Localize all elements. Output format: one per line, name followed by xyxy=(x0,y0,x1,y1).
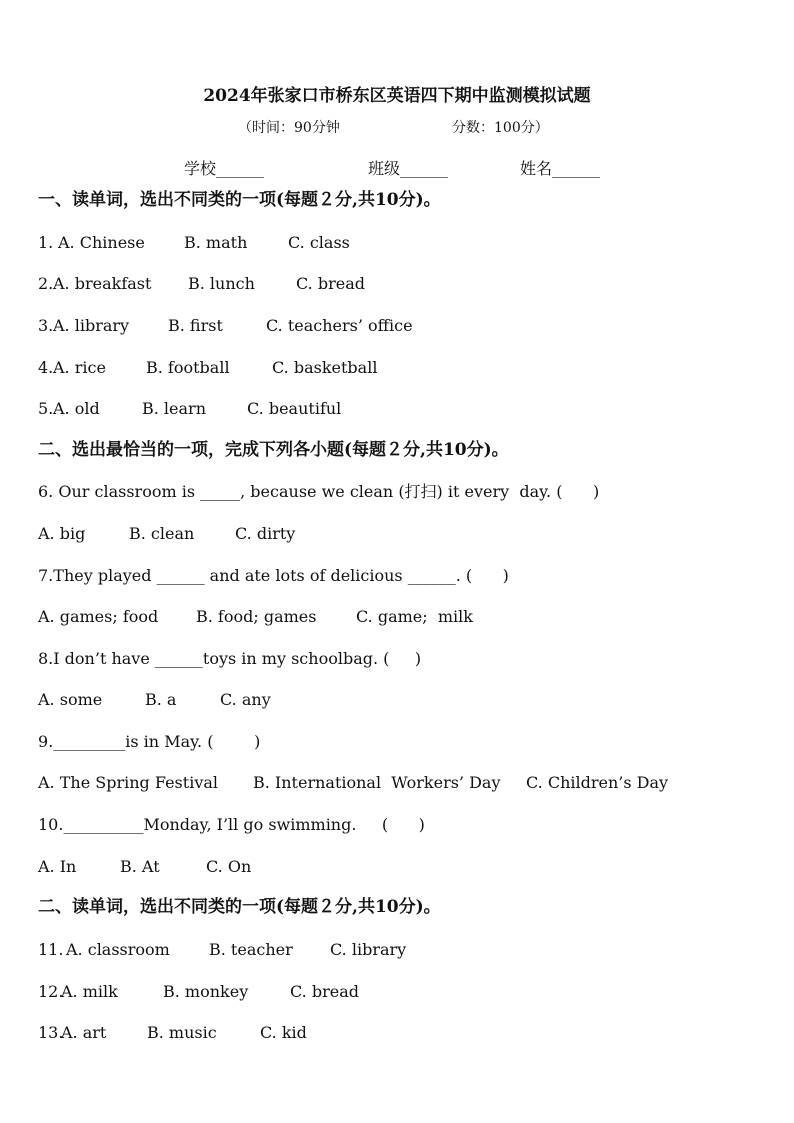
exam-time: （时间：90分钟 xyxy=(238,120,340,136)
option-c: C. class xyxy=(288,233,350,252)
option-b: B. lunch xyxy=(188,274,255,293)
option-a: A. The Spring Festival xyxy=(38,773,219,792)
option-a: A. old xyxy=(53,399,100,418)
option-c: C. On xyxy=(206,857,252,876)
option-c: C. library xyxy=(330,940,407,959)
option-c: C. teachers’ office xyxy=(266,316,413,335)
option-b: B. math xyxy=(184,233,248,252)
question-stem: 10.__________Monday, I’ll go swimming. ( ) xyxy=(38,815,425,834)
question-stem: 7.They played ______ and ate lots of delicious ______. ( ) xyxy=(38,566,509,585)
question-number: 2. xyxy=(38,274,54,293)
class-field: 班级______ xyxy=(368,159,449,178)
question-number: 11. xyxy=(38,940,69,959)
option-a: A. some xyxy=(38,690,103,709)
exam-score: 分数：100分） xyxy=(452,120,549,136)
option-c: C. kid xyxy=(260,1023,307,1042)
question-number: 3. xyxy=(38,316,54,335)
option-c: C. bread xyxy=(296,274,365,293)
option-c: C. dirty xyxy=(235,524,296,543)
option-a: A. rice xyxy=(53,358,106,377)
option-a: A. classroom xyxy=(66,940,170,959)
question-number: 1. xyxy=(38,233,59,252)
question-stem: 6. Our classroom is _____, because we clean (打扫) it every day. ( ) xyxy=(38,482,600,501)
question-stem: 9._________is in May. ( ) xyxy=(38,732,261,751)
page-title: 2024年张家口市桥东区英语四下期中监测模拟试题 xyxy=(203,86,591,106)
option-c: C. any xyxy=(220,690,271,709)
option-a: A. games; food xyxy=(38,607,159,626)
option-b: B. food; games xyxy=(196,607,317,626)
option-a: A. breakfast xyxy=(53,274,152,293)
name-field: 姓名______ xyxy=(520,159,601,178)
section-heading: 二、选出最恰当的一项，完成下列各小题(每题２分,共10分)。 xyxy=(38,440,509,460)
option-a: A. library xyxy=(53,316,130,335)
option-a: A. art xyxy=(61,1023,107,1042)
section-heading: 二、读单词，选出不同类的一项(每题２分,共10分)。 xyxy=(38,897,441,917)
option-b: B. music xyxy=(147,1023,217,1042)
option-b: B. International Workers’ Day xyxy=(253,773,501,792)
question-number: 5. xyxy=(38,399,54,418)
option-c: C. game; milk xyxy=(356,607,473,626)
option-b: B. first xyxy=(168,316,223,335)
option-a: A. Chinese xyxy=(58,233,145,252)
option-b: B. monkey xyxy=(163,982,249,1001)
question-number: 13. xyxy=(38,1023,64,1042)
option-b: B. teacher xyxy=(209,940,293,959)
option-b: B. At xyxy=(120,857,160,876)
option-c: C. beautiful xyxy=(247,399,342,418)
option-c: C. bread xyxy=(290,982,359,1001)
option-c: C. Children’s Day xyxy=(526,773,669,792)
question-stem: 8.I don’t have ______toys in my schoolbag. ( ) xyxy=(38,649,422,668)
option-a: A. In xyxy=(38,857,77,876)
school-field: 学校______ xyxy=(184,159,265,178)
option-b: B. learn xyxy=(142,399,207,418)
question-number: 4. xyxy=(38,358,54,377)
question-number: 12. xyxy=(38,982,64,1001)
option-b: B. a xyxy=(145,690,177,709)
option-b: B. football xyxy=(146,358,230,377)
section-heading: 一、读单词，选出不同类的一项(每题２分,共10分)。 xyxy=(38,190,441,210)
option-b: B. clean xyxy=(129,524,195,543)
option-a: A. big xyxy=(38,524,86,543)
option-a: A. milk xyxy=(61,982,118,1001)
option-c: C. basketball xyxy=(272,358,378,377)
